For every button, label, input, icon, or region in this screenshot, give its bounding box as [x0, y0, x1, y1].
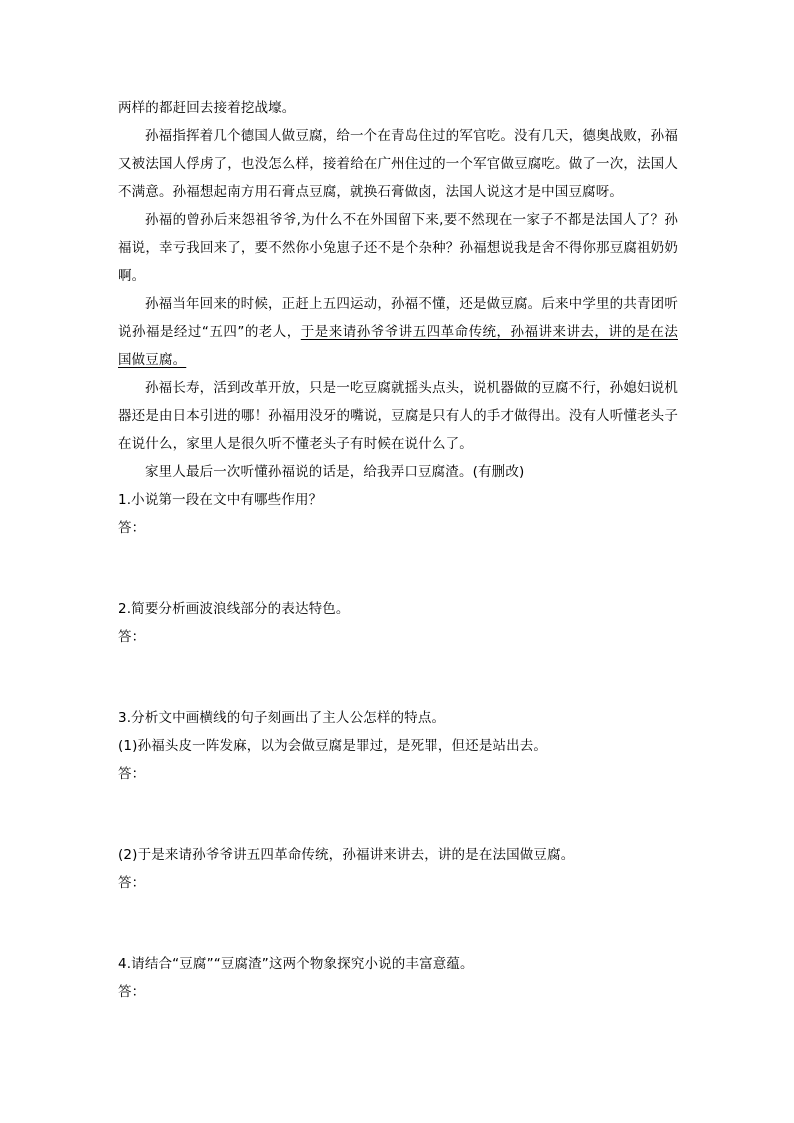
question-3-part-2: (2)于是来请孙爷爷讲五四革命传统，孙福讲来讲去，讲的是在法国做豆腐。: [118, 847, 575, 863]
question-1: 1.小说第一段在文中有哪些作用？: [118, 492, 323, 508]
passage-paragraph-1: 孙福指挥着几个德国人做豆腐，给一个在青岛住过的军官吃。没有几天，德奥战败，孙福又被法国人俘虏了，也没怎么样，接着给在广州住过的一个军官做豆腐吃。做了一次，法国人不满意。孙福想起南方用石膏点豆腐，就换石膏做卤，法国人说这才是中国豆腐呀。: [118, 128, 678, 200]
answer-space-3-1[interactable]: [118, 788, 678, 841]
answer-label-3-2: 答：: [118, 875, 146, 891]
passage-paragraph-5: 家里人最后一次听懂孙福说的话是，给我弄口豆腐渣。(有删改): [145, 464, 525, 480]
question-3: 3.分析文中画横线的句子刻画出了主人公怎样的特点。: [118, 710, 446, 726]
question-2: 2.简要分析画波浪线部分的表达特色。: [118, 601, 350, 617]
passage-paragraph-0: 两样的都赶回去接着挖战壕。: [118, 100, 296, 116]
passage-paragraph-2: 孙福的曾孙后来怨祖爷爷,为什么不在外国留下来,要不然现在一家子不都是法国人了？孙福说，幸亏我回来了，要不然你小兔崽子还不是个杂种？孙福想说我是舍不得你那豆腐祖奶奶啊。: [118, 212, 678, 284]
answer-space-1[interactable]: [118, 542, 678, 595]
answer-space-2[interactable]: [118, 651, 678, 704]
underlined-sentence: 于是来请孙爷爷讲五四革命传统，孙福讲来讲去，讲的是在法国做豆腐。: [118, 324, 678, 368]
answer-label-1: 答：: [118, 520, 146, 536]
answer-label-2: 答：: [118, 629, 146, 645]
answer-space-4[interactable]: [118, 1006, 678, 1059]
question-3-part-1: (1)孙福头皮一阵发麻，以为会做豆腐是罪过，是死罪，但还是站出去。: [118, 738, 548, 754]
passage-paragraph-3: [118, 290, 678, 374]
passage-paragraph-4: 孙福长寿，活到改革开放，只是一吃豆腐就摇头点头，说机器做的豆腐不行，孙媳妇说机器还是由日本引进的哪！孙福用没牙的嘴说，豆腐是只有人的手才做得出。没有人听懂老头子在说什么，家里人是很久听不懂老头子有时候在说什么了。: [118, 380, 678, 452]
answer-label-3-1: 答：: [118, 766, 146, 782]
passage-paragraph-3-text: 孙福当年回来的时候，正赶上五四运动，孙福不懂，还是做豆腐。后来中学里的共青团听说孙福是经过“五四”的老人，: [118, 296, 678, 340]
answer-label-4: 答：: [118, 984, 146, 1000]
document-content: [118, 94, 678, 1059]
question-4: 4.请结合“豆腐”“豆腐渣”这两个物象探究小说的丰富意蕴。: [118, 956, 474, 972]
answer-space-3-2[interactable]: [118, 897, 678, 950]
